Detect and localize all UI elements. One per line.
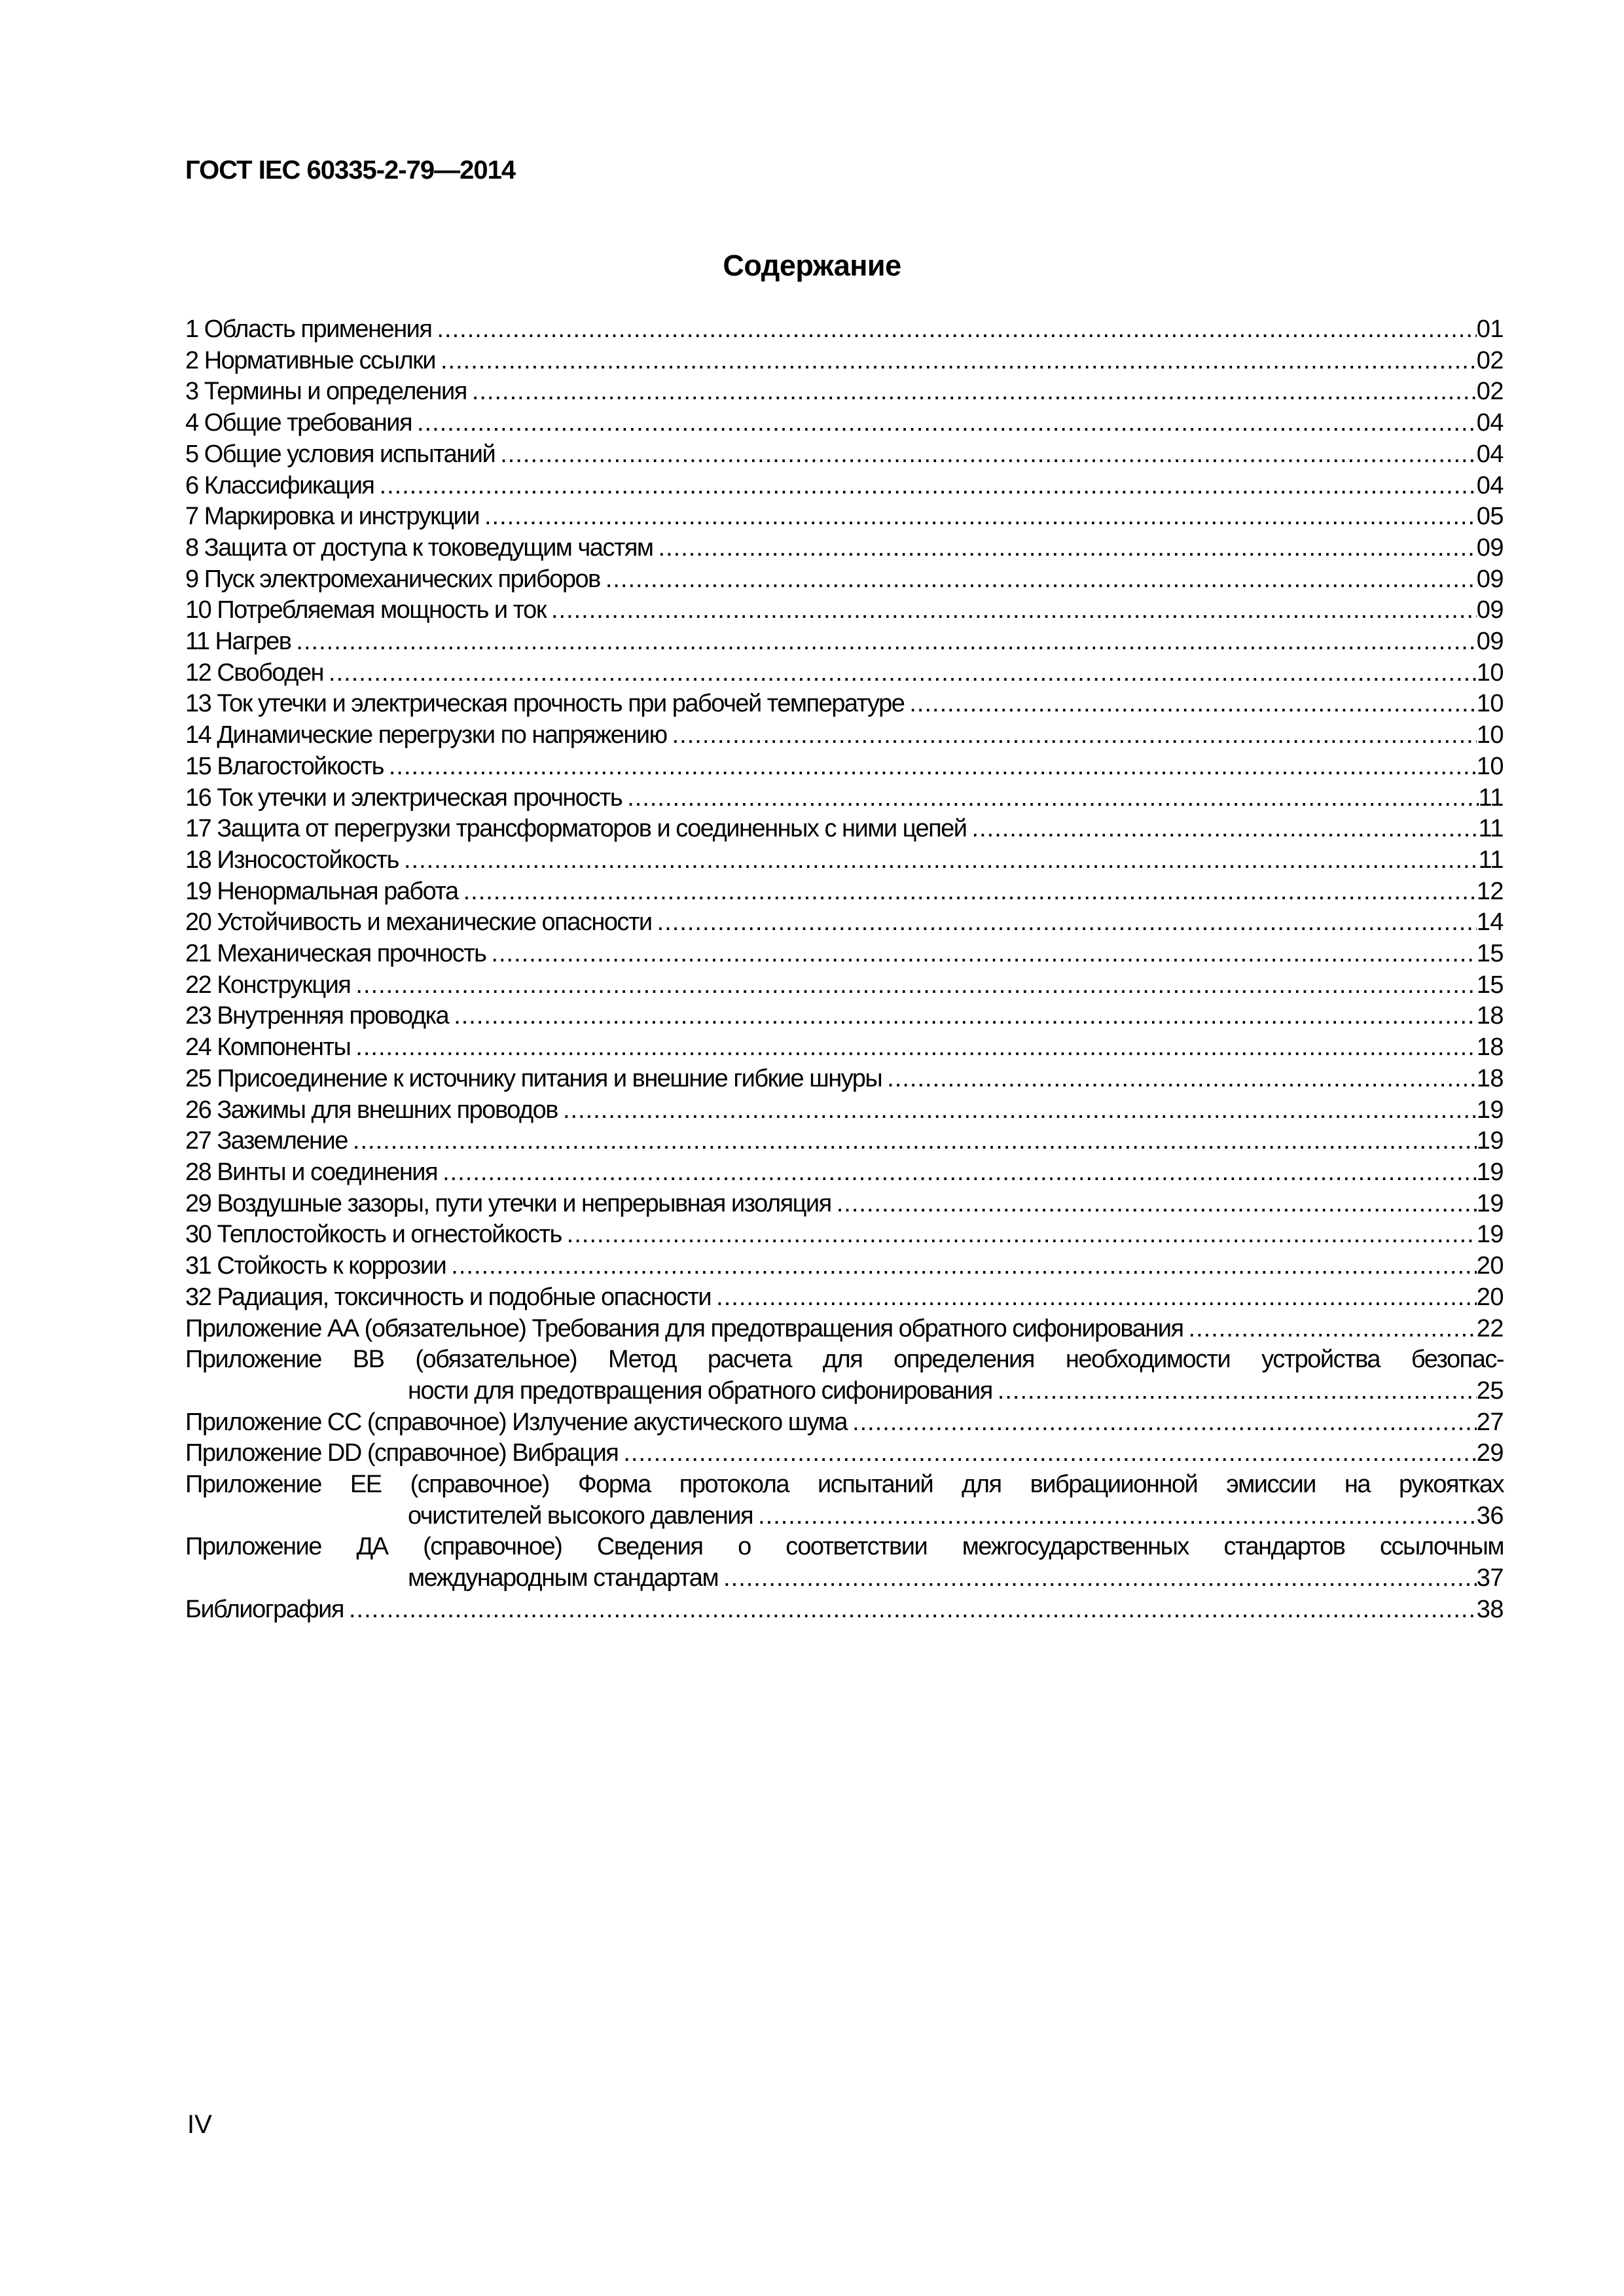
toc-entry — [185, 783, 1504, 814]
toc-entry-page: 09 — [1476, 628, 1504, 656]
toc-entry — [185, 1438, 1504, 1469]
toc-entry-label: 28 Винты и соединения — [185, 1158, 438, 1186]
toc-entry-page: 38 — [1476, 1595, 1504, 1623]
toc-entry — [185, 1594, 1504, 1626]
toc-entry-label: 3 Термины и определения — [185, 378, 467, 406]
toc-dot-leader — [600, 564, 1477, 596]
toc-title: Содержание — [723, 249, 901, 282]
toc-entry — [185, 376, 1504, 408]
toc-entry — [185, 1126, 1504, 1157]
toc-entry — [185, 1095, 1504, 1126]
toc-dot-leader — [323, 658, 1477, 689]
toc-entry — [185, 1251, 1504, 1282]
toc-entry-label: 1 Область применения — [185, 315, 432, 343]
toc-dot-leader — [412, 408, 1477, 439]
toc-entry — [185, 1501, 1504, 1532]
toc-dot-leader — [562, 1219, 1477, 1251]
document-code: ГОСТ IEC 60335-2-79—2014 — [185, 156, 516, 185]
toc-entry-page: 25 — [1476, 1376, 1504, 1405]
toc-entry-page: 19 — [1476, 1096, 1504, 1124]
toc-dot-leader — [479, 501, 1477, 533]
toc-dot-leader — [446, 1251, 1476, 1282]
toc-entry-page: 12 — [1476, 877, 1504, 905]
toc-entry — [185, 845, 1504, 876]
toc-entry — [185, 626, 1504, 658]
toc-entry-label: 31 Стойкость к коррозии — [185, 1252, 446, 1280]
toc-dot-leader — [344, 1594, 1477, 1626]
toc-entry — [185, 1407, 1504, 1439]
toc-entry — [185, 346, 1504, 377]
toc-entry-label: 19 Ненормальная работа — [185, 877, 458, 905]
toc-dot-leader — [448, 1001, 1477, 1032]
toc-dot-leader — [847, 1407, 1477, 1439]
toc-entry — [185, 876, 1504, 908]
toc-entry-label: 25 Присоединение к источнику питания и внешние гибкие шнуры — [185, 1064, 882, 1092]
toc-dot-leader — [711, 1282, 1477, 1314]
toc-dot-leader — [1183, 1314, 1477, 1345]
toc-entry-label: 21 Механическая прочность — [185, 940, 486, 968]
toc-dot-leader — [653, 533, 1477, 564]
toc-entry-page: 18 — [1476, 1064, 1504, 1092]
toc-dot-leader — [904, 689, 1476, 720]
toc-entry-page: 15 — [1476, 971, 1504, 999]
toc-entry-page: 01 — [1476, 315, 1504, 343]
toc-entry-page: 09 — [1476, 533, 1504, 562]
toc-dot-leader — [967, 814, 1479, 845]
toc-entry-label: международным стандартам — [408, 1564, 719, 1592]
toc-entry — [185, 1376, 1504, 1407]
table-of-contents — [185, 314, 1504, 1626]
toc-entry — [185, 658, 1504, 689]
toc-entry-label: Библиография — [185, 1595, 344, 1623]
toc-dot-leader — [437, 1157, 1477, 1189]
toc-entry-page: 04 — [1476, 471, 1504, 499]
toc-entry-label: 26 Зажимы для внешних проводов — [185, 1096, 558, 1124]
toc-entry — [185, 471, 1504, 502]
toc-entry-label: 12 Свободен — [185, 658, 324, 687]
toc-dot-leader — [622, 783, 1478, 814]
toc-entry-label: Приложение DD (справочное) Вибрация — [185, 1439, 619, 1467]
toc-entry-line1: Приложение ЕЕ (справочное) Форма протокола испытаний для вибрациионной эмиссии на рукоятках — [185, 1471, 1504, 1499]
toc-entry-page: 15 — [1476, 940, 1504, 968]
toc-entry-label: 4 Общие требования — [185, 409, 412, 437]
toc-dot-leader — [652, 907, 1477, 939]
toc-entry — [185, 814, 1504, 845]
toc-dot-leader — [495, 439, 1477, 471]
toc-dot-leader — [431, 314, 1476, 346]
toc-entry — [185, 314, 1504, 346]
toc-entry-page: 10 — [1476, 690, 1504, 718]
toc-dot-leader — [667, 720, 1477, 751]
toc-entry-page: 10 — [1476, 721, 1504, 749]
toc-entry-label: 24 Компоненты — [185, 1033, 351, 1062]
toc-entry-label: очистителей высокого давления — [408, 1501, 753, 1530]
toc-dot-leader — [486, 939, 1476, 970]
toc-entry — [185, 970, 1504, 1001]
toc-entry — [185, 1219, 1504, 1251]
toc-entry-page: 19 — [1476, 1221, 1504, 1249]
toc-entry — [185, 501, 1504, 533]
toc-dot-leader — [350, 970, 1476, 1001]
toc-entry — [185, 1563, 1504, 1594]
toc-entry-page: 36 — [1476, 1501, 1504, 1530]
toc-entry-page: 09 — [1476, 596, 1504, 624]
toc-entry — [185, 564, 1504, 596]
toc-entry-label: 14 Динамические перегрузки по напряжению — [185, 721, 667, 749]
toc-entry-label: 30 Теплостойкость и огнестойкость — [185, 1221, 562, 1249]
toc-dot-leader — [618, 1438, 1476, 1469]
toc-entry-label: 6 Классификация — [185, 471, 374, 499]
toc-entry-page: 11 — [1478, 846, 1504, 874]
toc-entry-label: 27 Заземление — [185, 1127, 348, 1155]
toc-dot-leader — [350, 1032, 1476, 1064]
toc-entry-page: 11 — [1478, 783, 1504, 812]
toc-entry-page: 29 — [1476, 1439, 1504, 1467]
toc-entry — [185, 1282, 1504, 1314]
toc-entry-page: 19 — [1476, 1189, 1504, 1217]
toc-entry-page: 02 — [1476, 346, 1504, 374]
toc-entry — [185, 907, 1504, 939]
toc-entry-label: 18 Износостойкость — [185, 846, 399, 874]
toc-entry-label: 13 Ток утечки и электрическая прочность при рабочей температуре — [185, 690, 905, 718]
toc-entry-page: 18 — [1476, 1033, 1504, 1062]
toc-entry-label: 16 Ток утечки и электрическая прочность — [185, 783, 623, 812]
toc-dot-leader — [458, 876, 1477, 908]
toc-entry-page: 10 — [1476, 752, 1504, 780]
toc-entry-label: 7 Маркировка и инструкции — [185, 503, 479, 531]
toc-entry-page: 04 — [1476, 409, 1504, 437]
toc-dot-leader — [882, 1064, 1477, 1095]
toc-dot-leader — [435, 346, 1477, 377]
toc-entry-page: 22 — [1476, 1314, 1504, 1342]
toc-entry-label: 5 Общие условия испытаний — [185, 440, 496, 468]
toc-entry-page: 10 — [1476, 658, 1504, 687]
toc-entry — [185, 439, 1504, 471]
toc-dot-leader — [399, 845, 1479, 876]
toc-dot-leader — [831, 1189, 1477, 1220]
toc-entry-label: 32 Радиация, токсичность и подобные опасности — [185, 1283, 712, 1311]
toc-entry — [185, 1314, 1504, 1345]
toc-entry-page: 37 — [1476, 1564, 1504, 1592]
toc-entry — [185, 408, 1504, 439]
toc-entry-page: 18 — [1476, 1002, 1504, 1030]
toc-entry-page: 20 — [1476, 1252, 1504, 1280]
toc-entry — [185, 1032, 1504, 1064]
toc-entry-label: 10 Потребляемая мощность и ток — [185, 596, 546, 624]
toc-entry-page: 05 — [1476, 503, 1504, 531]
toc-entry — [185, 720, 1504, 751]
toc-entry-label: Приложение СС (справочное) Излучение акустического шума — [185, 1408, 848, 1436]
toc-dot-leader — [753, 1501, 1477, 1532]
toc-entry-label: 23 Внутренняя проводка — [185, 1002, 449, 1030]
toc-dot-leader — [467, 376, 1477, 408]
toc-entry-page: 04 — [1476, 440, 1504, 468]
toc-entry-label: 17 Защита от перегрузки трансформаторов и соединенных с ними цепей — [185, 815, 967, 843]
toc-entry-label: 29 Воздушные зазоры, пути утечки и непрерывная изоляция — [185, 1189, 831, 1217]
toc-dot-leader — [558, 1095, 1477, 1126]
toc-entry-page: 19 — [1476, 1127, 1504, 1155]
toc-entry-label: 15 Влагостойкость — [185, 752, 384, 780]
toc-entry-page: 20 — [1476, 1283, 1504, 1311]
toc-entry — [185, 595, 1504, 626]
toc-entry — [185, 939, 1504, 970]
toc-entry-line1: Приложение ДА (справочное) Сведения о соответствии межгосударственных стандартов ссылочным — [185, 1533, 1504, 1561]
toc-dot-leader — [291, 626, 1476, 658]
toc-dot-leader — [992, 1376, 1477, 1407]
toc-entry — [185, 1064, 1504, 1095]
toc-entry-label: 9 Пуск электромеханических приборов — [185, 565, 600, 593]
toc-entry — [185, 1189, 1504, 1220]
toc-entry-label: 20 Устойчивость и механические опасности — [185, 908, 652, 937]
toc-entry — [185, 533, 1504, 564]
toc-entry-label: 2 Нормативные ссылки — [185, 346, 435, 374]
page-number: IV — [187, 2110, 212, 2139]
toc-dot-leader — [718, 1563, 1477, 1594]
toc-entry-line1: Приложение ВВ (обязательное) Метод расчета для определения необходимости устройства безопас- — [185, 1346, 1504, 1374]
toc-entry-page: 09 — [1476, 565, 1504, 593]
toc-entry-label: 8 Защита от доступа к токоведущим частям — [185, 533, 653, 562]
toc-entry-page: 19 — [1476, 1158, 1504, 1186]
toc-entry-page: 11 — [1478, 815, 1504, 843]
toc-entry-page: 27 — [1476, 1408, 1504, 1436]
toc-dot-leader — [348, 1126, 1477, 1157]
toc-entry — [185, 1001, 1504, 1032]
toc-entry-label: 22 Конструкция — [185, 971, 351, 999]
toc-entry-label: 11 Нагрев — [185, 628, 291, 656]
toc-entry-label: Приложение АА (обязательное) Требования для предотвращения обратного сифонирования — [185, 1314, 1183, 1342]
toc-entry-page: 02 — [1476, 378, 1504, 406]
toc-entry — [185, 689, 1504, 720]
toc-entry — [185, 1157, 1504, 1189]
toc-entry — [185, 751, 1504, 783]
toc-entry-page: 14 — [1476, 908, 1504, 937]
toc-entry-label: ности для предотвращения обратного сифонирования — [408, 1376, 992, 1405]
toc-dot-leader — [374, 471, 1477, 502]
toc-dot-leader — [546, 595, 1477, 626]
toc-dot-leader — [384, 751, 1477, 783]
